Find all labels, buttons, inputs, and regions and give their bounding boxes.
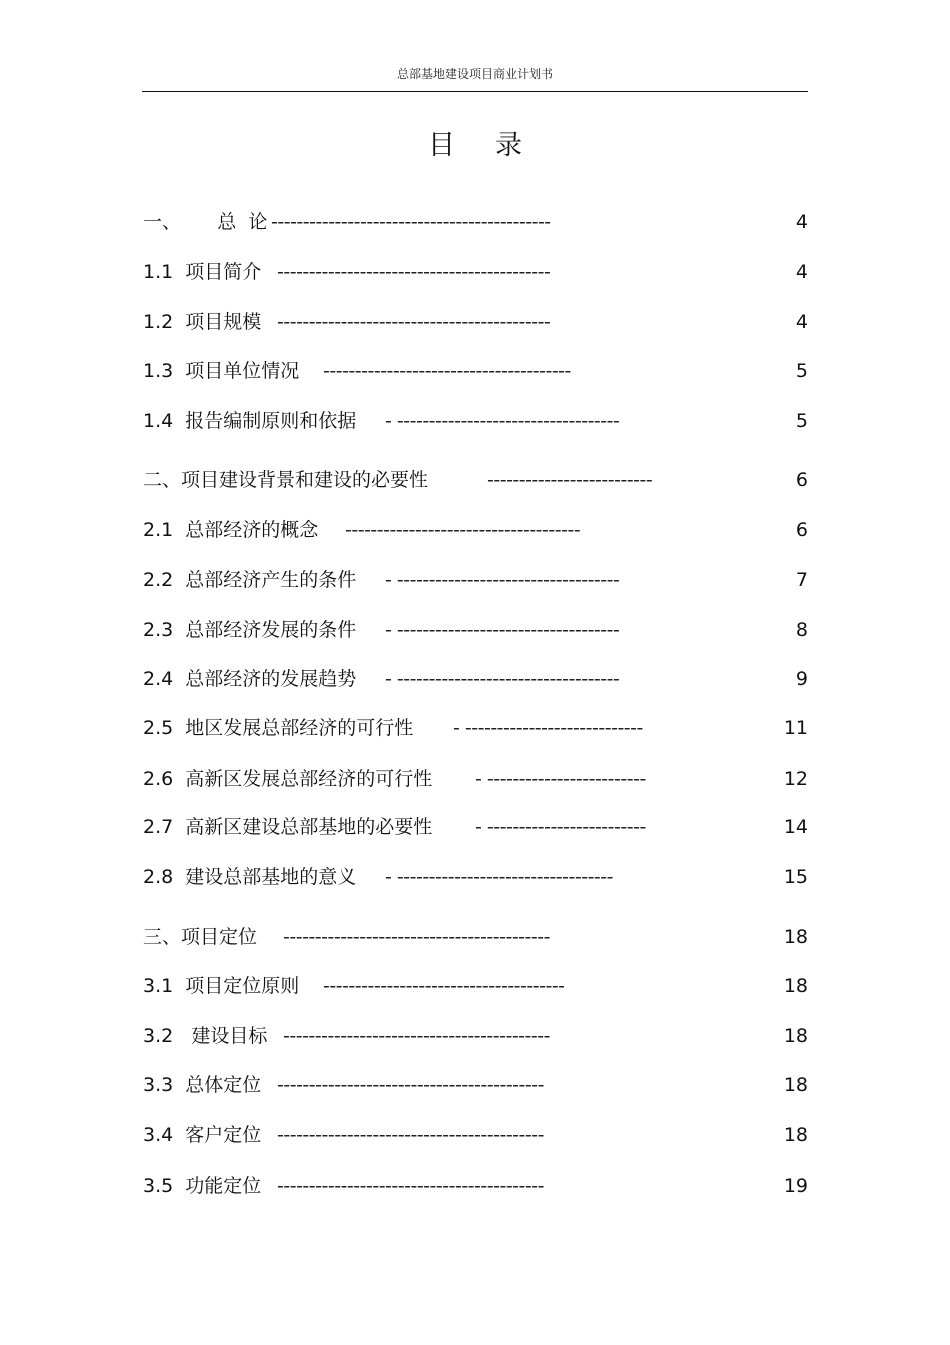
toc-entry-label: 3.5 功能定位 — [143, 1175, 262, 1197]
toc-entry-label: 1.1 项目简介 — [143, 261, 262, 283]
toc-entry-label: 2.3 总部经济发展的条件 — [143, 619, 357, 641]
toc-entry-page: 18 — [783, 1074, 808, 1096]
toc-entry-page: 15 — [783, 866, 808, 888]
toc-entry[interactable] — [143, 516, 808, 544]
toc-entry-label: 1.2 项目规模 — [143, 311, 262, 333]
toc-entry[interactable] — [143, 765, 808, 793]
toc-entry-page: 18 — [783, 1025, 808, 1047]
toc-entry[interactable] — [143, 714, 808, 742]
toc-entry[interactable] — [143, 1071, 808, 1099]
toc-entry[interactable] — [143, 665, 808, 693]
toc-entry[interactable] — [143, 1172, 808, 1200]
toc-entry-page: 7 — [795, 569, 808, 591]
toc-entry-leader: - ---------------------------- — [453, 717, 643, 739]
toc-entry-page: 14 — [783, 816, 808, 838]
toc-entry[interactable] — [143, 813, 808, 841]
toc-entry-label: 3.4 客户定位 — [143, 1124, 262, 1146]
toc-entry[interactable] — [143, 258, 808, 286]
toc-entry-leader: ------------------------------------------ — [277, 1074, 544, 1096]
toc-entry-page: 4 — [795, 311, 808, 333]
toc-entry-leader: - ------------------------- — [475, 816, 646, 838]
toc-entry[interactable] — [143, 863, 808, 891]
toc-entry-label: 3.2 建设目标 — [143, 1025, 268, 1047]
toc-entry-label: 1.3 项目单位情况 — [143, 360, 300, 382]
toc-entry-leader: - ----------------------------------- — [385, 668, 620, 690]
toc-entry-label: 2.1 总部经济的概念 — [143, 519, 319, 541]
toc-entry-label: 2.6 高新区发展总部经济的可行性 — [143, 768, 433, 790]
toc-entry-label: 2.2 总部经济产生的条件 — [143, 569, 357, 591]
toc-entry-leader: ------------------------------------------- — [277, 261, 551, 283]
toc-entry-page: 19 — [783, 1175, 808, 1197]
toc-entry-label: 三、项目定位 — [143, 926, 258, 948]
toc-entry-page: 4 — [795, 211, 808, 233]
toc-entry-page: 9 — [795, 668, 808, 690]
toc-entry-leader: --------------------------------------- — [323, 360, 571, 382]
toc-title: 目录 — [428, 130, 562, 161]
toc-entry-label: 一、 总 论 — [143, 211, 268, 233]
toc-entry[interactable] — [143, 923, 808, 951]
toc-entry-label: 3.1 项目定位原则 — [143, 975, 300, 997]
toc-entry[interactable] — [143, 407, 808, 435]
toc-entry[interactable] — [143, 208, 808, 236]
toc-entry-leader: ------------------------------------- — [345, 519, 581, 541]
toc-entry[interactable] — [143, 308, 808, 336]
toc-entry-label: 2.5 地区发展总部经济的可行性 — [143, 717, 414, 739]
toc-entry-label: 2.8 建设总部基地的意义 — [143, 866, 357, 888]
toc-entry[interactable] — [143, 972, 808, 1000]
toc-entry-page: 6 — [795, 469, 808, 491]
toc-entry-leader: ------------------------------------------ — [277, 1124, 544, 1146]
toc-entry-leader: ------------------------------------------- — [277, 311, 551, 333]
toc-entry-label: 2.4 总部经济的发展趋势 — [143, 668, 357, 690]
header-divider — [142, 91, 808, 92]
toc-entry[interactable] — [143, 616, 808, 644]
toc-entry-page: 18 — [783, 1124, 808, 1146]
toc-entry-leader: -------------------------------------- — [323, 975, 565, 997]
toc-entry-leader: ------------------------------------------ — [283, 1025, 550, 1047]
toc-entry-page: 5 — [795, 360, 808, 382]
toc-entry[interactable] — [143, 357, 808, 385]
toc-entry-leader: - ------------------------- — [475, 768, 646, 790]
header-title: 总部基地建设项目商业计划书 — [396, 67, 553, 81]
toc-entry-leader: - ----------------------------------- — [385, 410, 620, 432]
toc-entry[interactable] — [143, 1022, 808, 1050]
toc-entry-page: 18 — [783, 926, 808, 948]
toc-entry[interactable] — [143, 466, 808, 494]
toc-entry-leader: - ---------------------------------- — [385, 866, 613, 888]
toc-entry-label: 3.3 总体定位 — [143, 1074, 262, 1096]
toc-entry-label: 二、项目建设背景和建设的必要性 — [143, 469, 429, 491]
toc-entry-page: 4 — [795, 261, 808, 283]
toc-entry-leader: -------------------------- — [487, 469, 653, 491]
toc-entry-page: 11 — [783, 717, 808, 739]
toc-entry-leader: - ----------------------------------- — [385, 619, 620, 641]
toc-entry-page: 12 — [783, 768, 808, 790]
toc-entry-leader: ------------------------------------------ — [277, 1175, 544, 1197]
toc-entry-label: 2.7 高新区建设总部基地的必要性 — [143, 816, 433, 838]
toc-entry-label: 1.4 报告编制原则和依据 — [143, 410, 357, 432]
toc-entry-page: 18 — [783, 975, 808, 997]
toc-entry-page: 5 — [795, 410, 808, 432]
toc-entry-leader: - ----------------------------------- — [385, 569, 620, 591]
toc-entry-leader: ------------------------------------------ — [283, 926, 550, 948]
toc-entry-page: 6 — [795, 519, 808, 541]
toc-entry-page: 8 — [795, 619, 808, 641]
toc-entry-leader: -------------------------------------------- — [271, 211, 551, 233]
toc-entry[interactable] — [143, 566, 808, 594]
toc-entry[interactable] — [143, 1121, 808, 1149]
